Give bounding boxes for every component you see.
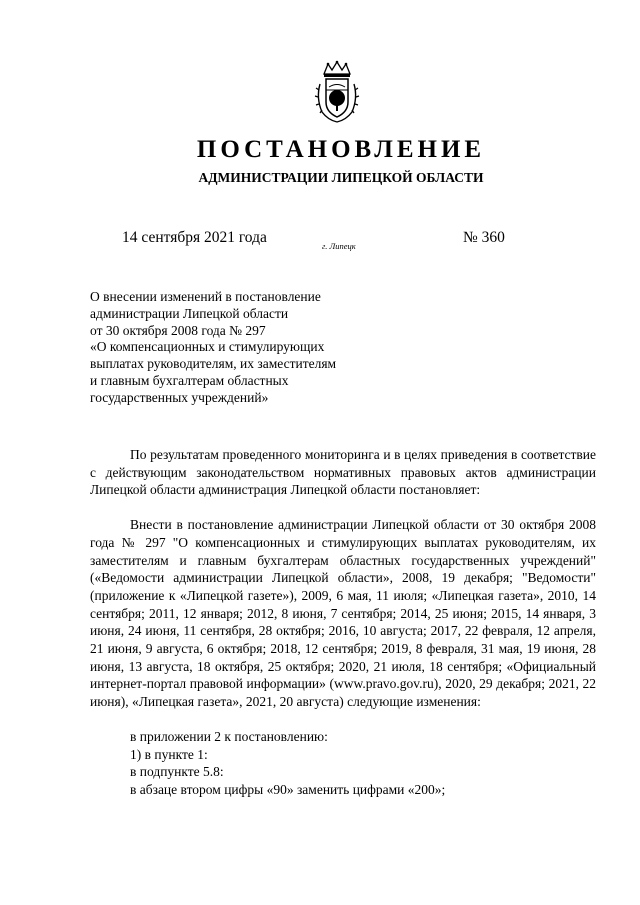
document-date: 14 сентября 2021 года	[122, 229, 267, 246]
heading-line: администрации Липецкой области	[90, 305, 289, 321]
heading-line: от 30 октября 2008 года № 297	[90, 322, 266, 338]
amendment-item: в приложении 2 к постановлению:	[130, 728, 328, 744]
amendment-item: в подпункте 5.8:	[130, 764, 224, 780]
amendment-item: в абзаце втором цифры «90» заменить цифрами «200»;	[130, 781, 446, 797]
heading-line: О внесении изменений в постановление	[90, 289, 321, 304]
coat-of-arms-icon	[314, 60, 360, 124]
heading-line: «О компенсационных и стимулирующих	[90, 339, 325, 355]
document-subtitle: АДМИНИСТРАЦИИ ЛИПЕЦКОЙ ОБЛАСТИ	[198, 170, 484, 185]
document-number: № 360	[463, 229, 505, 246]
document-title: ПОСТАНОВЛЕНИЕ	[196, 136, 486, 163]
document-body	[90, 446, 596, 799]
body-paragraph: По результатам проведенного мониторинга и в целях приведения в соответствие с действующим законодательством нормативных правовых актов администрации Липецкой области администрация Липецкой области постановляет:	[90, 447, 596, 498]
heading-line: государственных учреждений»	[90, 389, 269, 405]
amendment-item: 1) в пункте 1:	[130, 746, 208, 762]
amendment-list	[90, 728, 596, 799]
heading-line: выплатах руководителям, их заместителям	[90, 356, 337, 372]
heading-line: и главным бухгалтерам областных	[90, 372, 289, 388]
body-paragraph: Внести в постановление администрации Липецкой области от 30 октября 2008 года № 297 "О компенсационных и стимулирующих выплатах руководителям, их заместителям и главным бухгалтерам областных государственных учреждений" («Ведомости администрации Липецкой области», 2008, 19 декабря; "Ведомости" (приложение к «Липецкой газете»), 2009, 6 мая, 11 июля; «Липецкая газета», 2010, 14 сентября; 2011, 12 января; 2012, 8 июня, 7 сентября; 2014, 25 июня; 2015, 14 января, 3 июня, 24 июня, 11 сентября, 28 октября; 2016, 10 августа; 2017, 22 февраля, 12 апреля, 21 июня, 9 августа, 6 октября; 2018, 12 сентября; 2019, 8 февраля, 31 мая, 19 июня, 28 июня, 13 августа, 18 октября, 25 октября; 2020, 21 июля, 18 сентября; «Официальный интернет-портал правовой информации» (www.pravo.gov.ru), 2020, 29 декабря; 2021, 22 июня), «Липецкая газета», 2021, 20 августа) следующие изменения:	[90, 517, 596, 710]
document-city: г. Липецк	[322, 241, 356, 251]
document-heading	[90, 289, 390, 407]
